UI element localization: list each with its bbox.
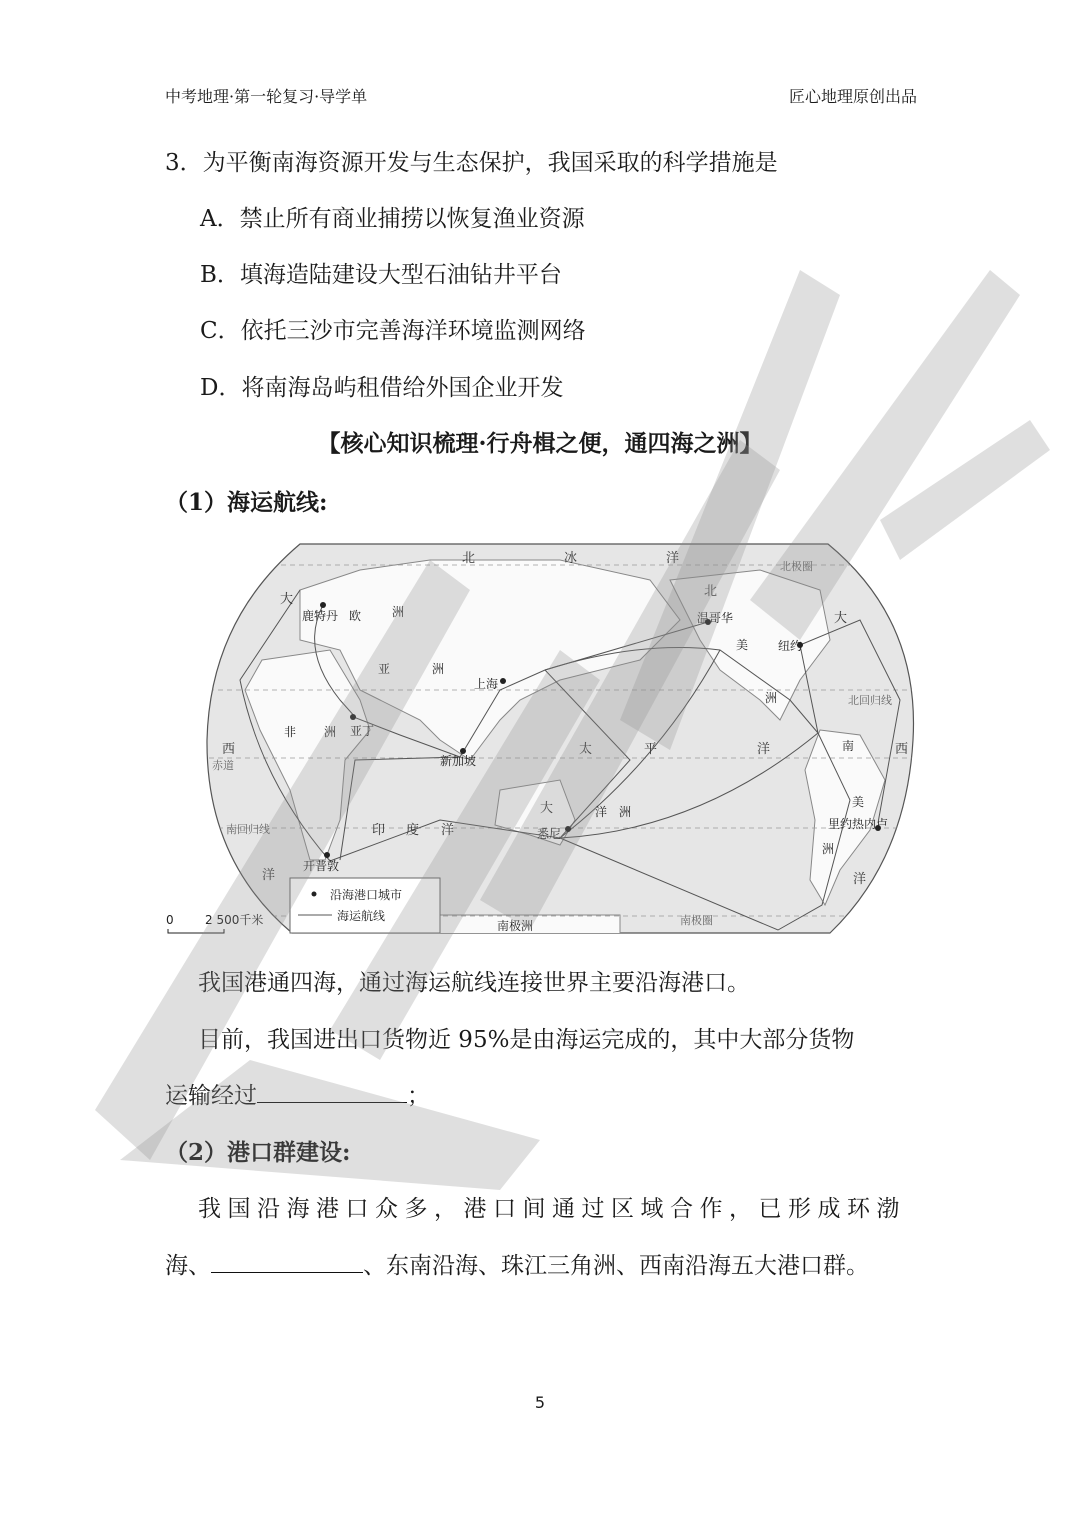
svg-text:洲: 洲 xyxy=(324,725,337,739)
svg-text:西: 西 xyxy=(895,742,909,757)
port-rio: 里约热内卢 xyxy=(828,817,889,831)
svg-text:洲: 洲 xyxy=(619,805,632,819)
world-shipping-routes-map xyxy=(160,538,920,938)
paragraph-2-cont: 运输经过 ； xyxy=(165,1077,430,1110)
svg-text:北极圈: 北极圈 xyxy=(780,560,813,573)
svg-text:洲: 洲 xyxy=(432,662,445,676)
part1-title: （1）海运航线: xyxy=(165,489,328,516)
svg-text:洲: 洲 xyxy=(765,691,778,705)
svg-text:洋: 洋 xyxy=(441,823,455,838)
page-number: 5 xyxy=(534,1393,546,1412)
header-right: 匠心地理原创出品 xyxy=(788,87,917,106)
svg-text:北: 北 xyxy=(704,584,718,599)
port-rotterdam: 鹿特丹 xyxy=(302,609,339,623)
svg-text:度: 度 xyxy=(406,823,420,838)
map-legend xyxy=(290,878,440,933)
port-cape-town: 开普敦 xyxy=(303,859,340,873)
svg-text:南极洲: 南极洲 xyxy=(497,919,534,933)
svg-text:大: 大 xyxy=(540,801,554,816)
question-stem xyxy=(165,144,778,177)
part2-paragraph-cont: 海、 、东南沿海、珠江三角洲、西南沿海五大港口群。 xyxy=(165,1247,869,1280)
answer-blank-2[interactable] xyxy=(211,1249,363,1273)
svg-text:洋: 洋 xyxy=(595,805,608,819)
svg-text:太: 太 xyxy=(579,742,593,757)
svg-text:2 500千米: 2 500千米 xyxy=(205,913,264,927)
svg-text:平: 平 xyxy=(644,742,658,757)
paragraph-1: 我国港通四海，通过海运航线连接世界主要沿海港口。 xyxy=(198,970,750,996)
port-sydney: 悉尼 xyxy=(537,827,562,841)
svg-text:洋: 洋 xyxy=(666,551,680,566)
svg-text:南回归线: 南回归线 xyxy=(226,823,270,836)
scale-bar xyxy=(166,912,263,933)
svg-text:沿海港口城市: 沿海港口城市 xyxy=(330,888,403,902)
svg-text:南极圈: 南极圈 xyxy=(680,914,713,927)
svg-text:欧: 欧 xyxy=(349,609,362,623)
question-text: 为平衡南海资源开发与生态保护，我国采取的科学措施是 xyxy=(202,150,778,176)
svg-text:美: 美 xyxy=(852,795,865,809)
svg-text:大: 大 xyxy=(280,592,294,607)
svg-text:非: 非 xyxy=(284,725,297,739)
svg-text:洋: 洋 xyxy=(757,742,771,757)
port-shanghai: 上海 xyxy=(474,677,499,691)
option-c: C．依托三沙市完善海洋环境监测网络 xyxy=(200,318,586,344)
svg-text:大: 大 xyxy=(834,611,848,626)
option-b: B．填海造陆建设大型石油钻井平台 xyxy=(200,262,562,288)
answer-blank-1[interactable] xyxy=(257,1079,407,1103)
svg-text:北回归线: 北回归线 xyxy=(848,694,892,707)
svg-text:海运航线: 海运航线 xyxy=(337,909,386,923)
svg-text:洲: 洲 xyxy=(822,842,835,856)
svg-text:赤道: 赤道 xyxy=(212,759,234,772)
svg-text:洋: 洋 xyxy=(262,868,276,883)
svg-text:0: 0 xyxy=(166,913,174,927)
part2-paragraph: 我国沿海港口众多，港口间通过区域合作，已形成环渤 xyxy=(198,1196,906,1222)
svg-text:南: 南 xyxy=(842,739,855,753)
port-new-york: 纽约 xyxy=(778,639,803,653)
section-title: 【核心知识梳理·行舟楫之便，通四海之洲】 xyxy=(317,430,763,457)
paragraph-2: 目前，我国进出口货物近 95%是由海运完成的，其中大部分货物 xyxy=(198,1027,855,1053)
port-aden: 亚丁 xyxy=(350,724,375,738)
svg-text:西: 西 xyxy=(222,742,236,757)
option-a: A．禁止所有商业捕捞以恢复渔业资源 xyxy=(200,206,585,232)
header-left: 中考地理·第一轮复习·导学单 xyxy=(165,87,368,106)
svg-text:北: 北 xyxy=(462,551,476,566)
svg-text:洋: 洋 xyxy=(853,872,867,887)
svg-text:美: 美 xyxy=(736,638,749,652)
svg-text:洲: 洲 xyxy=(392,605,405,619)
svg-text:印: 印 xyxy=(372,823,386,838)
question-number: 3． xyxy=(165,150,203,176)
option-d: D．将南海岛屿租借给外国企业开发 xyxy=(200,375,564,401)
port-singapore: 新加坡 xyxy=(440,754,477,768)
svg-text:亚: 亚 xyxy=(378,662,391,676)
svg-text:冰: 冰 xyxy=(564,551,578,566)
port-vancouver: 温哥华 xyxy=(697,611,734,625)
part2-title: （2）港口群建设: xyxy=(165,1139,351,1166)
